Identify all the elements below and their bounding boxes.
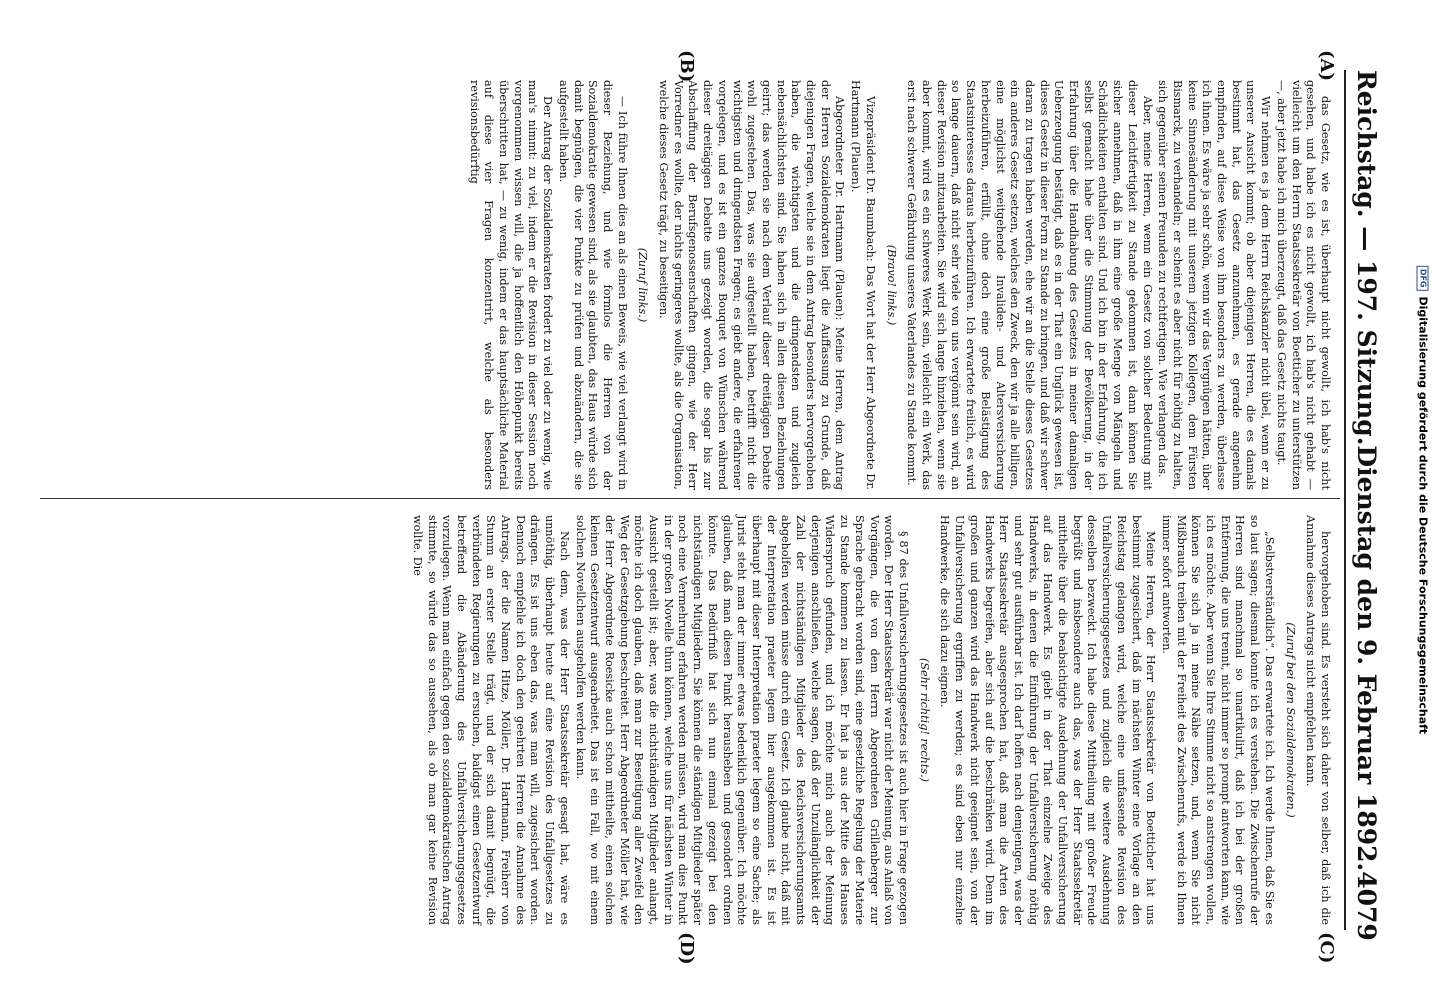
interjection: (Zuruf links.) <box>636 247 650 323</box>
header-center: Dienstag den 9. Februar 1892. <box>1352 445 1381 872</box>
left-column <box>465 80 1332 490</box>
header-left: Reichstag. — 197. Sitzung. <box>1352 70 1381 446</box>
paragraph: „Selbstverständlich“. Das erwartete ich. Ich werde Ihnen, daß Sie es so laut sagen; diesmal konnte ich es verstehen. Die Zwischenrufe der Herren sind manchmal so unartikulirt, daß ich bei der großen Entfernung, die uns trennt, nicht immer so prompt antworten kann, wie ich es möchte. Aber wenn Sie Ihre Stimme nicht so anstrengen wollen, können Sie sich ja in meine Nähe setzen, und, wenn Sie nicht Mißbrauch treiben mit der Freiheit des Zwischenrufs, werde ich Ihnen immer sofort antworten. <box>1159 515 1276 925</box>
interjection: (Bravo! links.) <box>884 244 898 326</box>
column-divider <box>40 498 1340 499</box>
paragraph: Vizepräsident Dr. Baumbach: Das Wort hat der Herr Abgeordnete Dr. Hartmann (Plauen). <box>849 80 877 490</box>
interjection: (Zuruf bei den Sozialdemokraten.) <box>1283 622 1297 818</box>
interjection: (Sehr richtig! rechts.) <box>917 657 931 783</box>
page-header <box>1352 70 1392 941</box>
paragraph: — Ich führe Ihnen dies an als einen Beweis, wie viel verlangt wird in dieser Beziehung, und wie formlos die Herren von der Sozialdemokratie gewesen sind, als sie glaubten, das Haus würde sich damit begnügen, die vier Punkte zu prüfen und abzuändern, die sie aufgestellt haben. <box>556 80 629 490</box>
paragraph: Wir nehmen es ja dem Herrn Reichskanzler nicht übel, wenn er zu unserer Ansicht kommt; ob aber diejenigen Herren, die es damals bestimmt hat, das Gesetz anzunehmen, es gerade angenehm empfinden, auf diese Weise von ihm besonders zu werden, überlasse ich ihnen. Es wäre ja sehr schön, wenn wir das Vergnügen hätten, über keine Sinnesänderung mit unserem jetzigen Kollegen, dem Fürsten Bismarck, zu verhandeln; er scheint es aber nicht für nöthig zu halten, sich gegenüber seinen Freunden zu rechtfertigen. Wie verlangen das. <box>1156 80 1273 490</box>
margin-mark-c: (C) <box>1316 932 1337 964</box>
paragraph: hervorgehoben sind. Es versteht sich daher von selber, daß ich die Annahme dieses Antrags nicht empfehlen kann. <box>1304 515 1332 925</box>
margin-mark-a: (A) <box>1316 50 1337 81</box>
paragraph: Aber, meine Herren, wenn ein Gesetz von solcher Bedeutung mit dieser Leichtfertigkeit zu Stande gekommen ist, dann können Sie sicher annehmen, daß in ihm eine große Menge von Mängeln und Schädlichkeiten enthalten sind. Und ich bin in der Erfahrung, die ich selbst gemacht habe über die Stimmung der Bevölkerung, in der Erfahrung über die Handhabung des Gesetzes in meiner damaligen Ueberzeugung bestätigt, daß es in der That ein Unglück gewesen ist, dieses Gesetz in dieser Form zu Stande zu bringen, und daß wir schwer daran zu tragen haben werden, ehe wir an die Stelle dieses Gesetzes ein anderes Gesetz setzen, welches den Zweck, den wir ja alle billigen, eine möglichst weitgehende Invaliden- und Altersversicherung herbeizuführen, erfüllt, ohne doch eine große Belästigung des Staatsinteresses daraus herbeizuführen. Ich erwartete freilich, es wird so lange dauern, daß nicht sehr viele von uns vergönnt sein wird, an dieser Revision mitzuarbeiten. Sie wird sich lange hinziehen, wenn sie aber kommt, wird es ein schweres Werk sein, vielleicht ein Werk, das erst nach schwerer Gefährdung unseres Vaterlandes zu Stande kommt. <box>905 80 1154 490</box>
page-number: 4079 <box>1352 871 1381 941</box>
right-column <box>408 515 1332 925</box>
header-rule <box>1344 70 1346 930</box>
paragraph: § 87 des Unfallversicherungsgesetzes ist auch hier in Frage gezogen worden. Der Herr Staatssekretär war nicht der Meinung, aus Anlaß von Vorgängen, die von dem Herrn Abgeordneten Grillenberger zur Sprache gebracht worden sind, eine gesetzliche Regelung der Materie zu Stande kommen zu lassen. Er hat ja aus der Mitte des Hauses Widerspruch gefunden, und ich möchte mich auch der Meinung derjenigen anschließen, welche sagen, daß der Unzulänglichkeit der Zahl der nichtständigen Mitglieder des Reichsversicherungsamts abgeholfen werden müsse durch ein Gesetz. Ich glaube nicht, daß mit der Interpretation praeter legem hier ausgekommen ist. Es ist überhaupt mit dieser Interpretation praeter legem so eine Sache; als Jurist steht man der immer etwas bedenklich gegenüber. Ich möchte glauben, daß man diesen Punkt herausheben und gesondert ordnen könnte. Das Bedürfniß hat sich nun einmal gezeigt bei den nichtständigen Mitgliedern. Sie können die ständigen Mitglieder später noch eine Vermehrung erfahren werden müssen, wird man dies Punkt in der großen Novelle thun können, welche uns für nächsten Winter in Aussicht gestellt ist; aber, was die nichtständigen Mitglieder anlangt, möchte ich doch glauben, daß man zur Beseitigung aller Zweifel den Weg der Gesetzgebung beschreitet. Herr Abgeordneter Möller hat, wie der Herr Abgeordnete Roesicke auch schon mittheilte, einen solchen kleinen Gesetzentwurf ausgearbeitet. Das ist ein Fall, wo mit einem solchen Novellchen ausgeholfen werden kann. <box>573 515 911 925</box>
margin-mark-b: (B) <box>676 50 697 83</box>
footer-credit: Digitalisierung gefördert durch die Deutsche Forschungsgemeinschaft <box>1416 296 1430 735</box>
margin-mark-d: (D) <box>676 932 697 965</box>
paragraph: Nach dem, was der Herr Staatssekretär gesagt hat, wäre es unnöthig, überhaupt heute auf eine Revision des Unfallgesetzes zu drängen. Es ist uns eben das, was man will, zugesichert worden. Dennoch empfehle ich doch den geehrten Herren die Annahme des Antrags, der die Namen Hitze, Möller, Dr. Hartmann, Freiherr von Stumm an erster Stelle trägt, und der sich damit begnügt, die verbündeten Regierungen zu ersuchen, baldigst einen Gesetzentwurf betreffend die Abänderung des Unfallversicherungsgesetzes vorzulegen. Wenn man einfach gegen den sozialdemokratischen Antrag stimmte, so würde das so aussehen, als ob man gar keine Revision wollte. Die <box>410 515 571 925</box>
paragraph: Abgeordneter Dr. Hartmann (Plauen): Meine Herren, dem Antrag der Herren Sozialdemokraten liegt die Auffassung zu Grunde, daß diejenigen Fragen, welche sie in dem Antrag besonders hervorgehoben haben, die wichtigsten und die dringendsten und zugleich nebensächlichsten sind. Sie haben sich in allen diesen Beziehungen geirrt; das werden sie nach dem Verlauf dieser dreitägigen Debatte wohl zugestehen. Das, was sie aufgestellt haben, betrifft nicht die wichtigsten und dringendsten Fragen; es giebt andere, die erfahrener vorgelegen, und es ist ein ganzes Bouquet von Wünschen während dieser dreitägigen Debatte uns gezeigt worden, die sogar bis zur Abschaffung der Berufsgenossenschaften gingen, wie der Herr Vorredner es wollte, der nichts geringeres wollte, als die Organisation, welche dieses Gesetz trägt, zu beseitigen. <box>657 80 847 490</box>
dfg-logo: DFG <box>1417 266 1429 291</box>
paragraph: das Gesetz, wie es ist, überhaupt nicht gewollt, ich hab's nicht gesehen, und habe ich es nicht gewollt, ich hab's nicht gehabt — vielleicht um den Herrn Staatssekretär von Boetticher zu unterstützen —, aber jetzt habe ich mich überzeugt, daß das Gesetz nichts taugt. <box>1274 80 1332 490</box>
footer-strip <box>1414 0 1432 1000</box>
paragraph: Der Antrag der Sozialdemokraten fordert zu viel oder zu wenig, wie man's nimmt: zu viel, indem er die Revision in dieser Session noch vorgenommen wissen will, die ja hoffentlich den Höhepunkt bereits überschritten hat, — zu wenig, indem er das hauptsächliche Material auf diese vier Fragen konzentrirt, welche als besonders revisionsbedürftig <box>467 80 555 490</box>
paragraph: Meine Herren, der Herr Staatssekretär von Boetticher hat uns bestimmt zugesichert, daß im nächsten Winter eine Vorlage an den Reichstag gelangen wird, welche eine umfassende Revision des Unfallversicherungsgesetzes und zugleich die weitere Ausdehnung desselben bezweckt. Ich habe diese Mittheilung mit großer Freude begrüßt und insbesondere auch das, was der Herr Staatssekretär mittheilte über die beabsichtigte Ausdehnung der Unfallversicherung auf das Handwerk. Es giebt in der That einzelne Zweige des Handwerks, in denen die Einführung der Unfallversicherung nöthig und sehr gut ausführbar ist. Ich darf hoffen nach demjenigen, was der Herr Staatssekretär ausgesprochen hat, daß man die Arten des Handwerks begreifen, aber sich auf die beschränken wird. Denn im großen und ganzen wird das Handwerk nicht geeignet sein, von der Unfallversicherung ergriffen zu werden; es sind eben nur einzelne Handwerke, die sich dazu eignen. <box>938 515 1158 925</box>
